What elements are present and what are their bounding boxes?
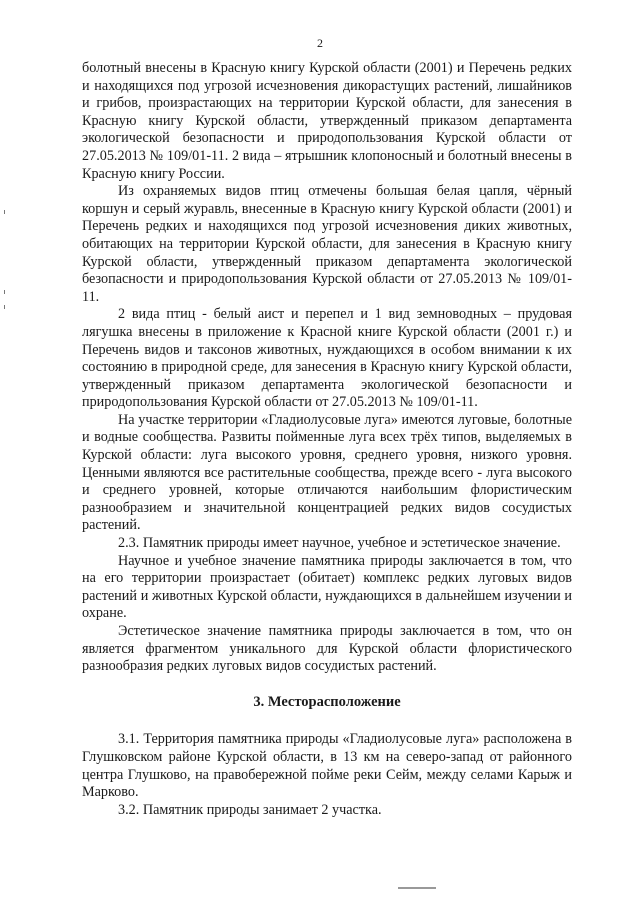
page-number: 2 xyxy=(317,36,323,50)
paragraph: 2.3. Памятник природы имеет научное, учебное и эстетическое значение. xyxy=(118,535,561,552)
paragraph: болотный внесены в Красную книгу Курской области (2001) и Перечень редких и находящихся под угрозой исчезновения дикорастущих растений, лишайников и грибов, произрастающих на территории Курской области, для занесения в Красную книгу Курской области, утвержденный приказом департамента экологической безопасности и природопользования Курской области от 27.05.2013 № 109/01-11. 2 вида – ятрышник клопоносный и болотный внесены в Красную книгу России. xyxy=(82,60,572,182)
paragraph: Научное и учебное значение памятника природы заключается в том, что на его территории произрастает (обитает) комплекс редких луговых видов растений и животных Курской области, нуждающихся в дальнейшем изучении и охране. xyxy=(82,552,572,622)
scan-artifact xyxy=(4,210,5,214)
paragraph: 3.2. Памятник природы занимает 2 участка. xyxy=(118,801,382,818)
paragraph: Из охраняемых видов птиц отмечены большая белая цапля, чёрный коршун и серый журавль, внесенные в Красную книгу Курской области (2001) и Перечень редких и находящихся под угрозой исчезновения диких животных, обитающих на территории Курской области, для занесения в Красную книгу Курской области, утвержденный приказом департамента экологической безопасности и природопользования Курской области от 27.05.2013 № 109/01-11. xyxy=(82,183,572,305)
document-body xyxy=(82,60,572,819)
paragraph: 3.1. Территория памятника природы «Гладиолусовые луга» расположена в Глушковском районе Курской области, в 13 км на северо-запад от районного центра Глушково, на правобережной пойме реки Сейм, между селами Карыж и Марково. xyxy=(82,731,572,801)
scan-artifact xyxy=(4,290,5,294)
paragraph: 2 вида птиц - белый аист и перепел и 1 вид земноводных – прудовая лягушка внесены в приложение к Красной книге Курской области (2001 г.) и Перечень видов и таксонов животных, нуждающихся в особом внимании к их состоянию в природной среде, для занесения в Красную книгу Курской области, утвержденный приказом департамента экологической безопасности и природопользования Курской области от 27.05.2013 № 109/01-11. xyxy=(82,306,572,411)
scan-artifact xyxy=(398,887,436,889)
scan-artifact xyxy=(4,305,5,309)
paragraph: Эстетическое значение памятника природы заключается в том, что он является фрагментом уникального для Курской области флористического разнообразия редких луговых видов сосудистых растений. xyxy=(82,623,572,675)
paragraph: На участке территории «Гладиолусовые луга» имеются луговые, болотные и водные сообщества. Развиты пойменные луга всех трёх типов, выделяемых в Курской области: луга высокого уровня, среднего уровня, низкого уровня. Ценными являются все растительные сообщества, прежде всего - луга высокого и среднего уровней, которые отличаются наибольшим флористическим разнообразием и значительной концентрацией редких видов сосудистых растений. xyxy=(82,411,572,534)
section-heading: 3. Месторасположение xyxy=(253,693,401,710)
